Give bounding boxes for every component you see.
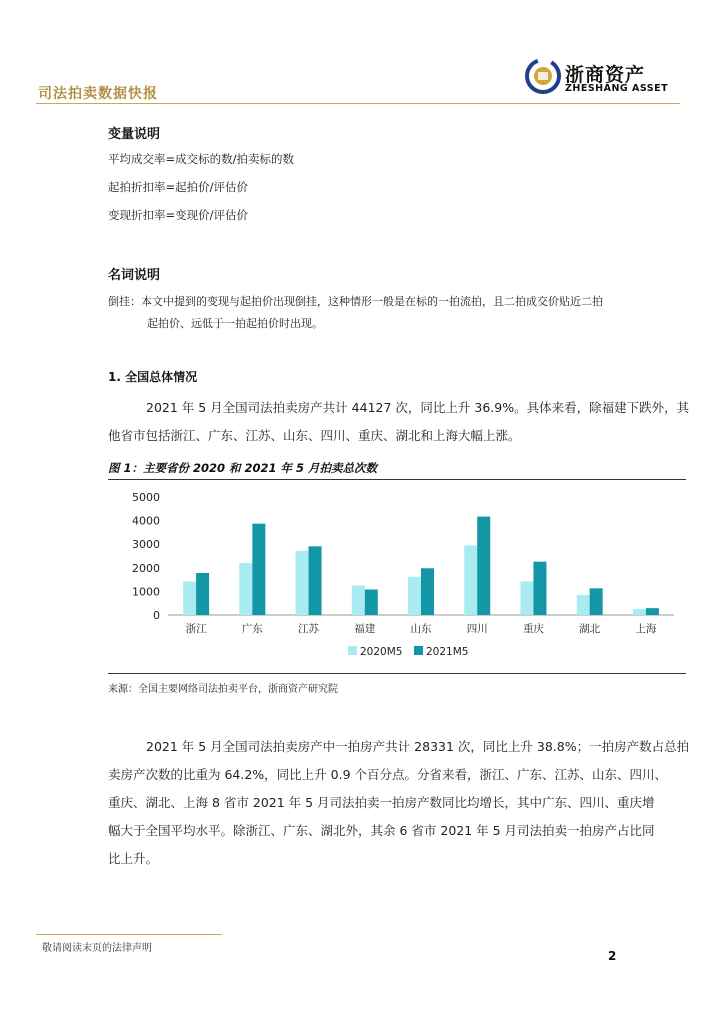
y-tick-label: 2000 [132, 561, 160, 575]
legal-disclaimer-link[interactable]: 敬请阅读末页的法律声明 [42, 943, 152, 954]
bar-2021M5-福建 [365, 590, 378, 615]
bar-2020M5-福建 [352, 586, 365, 616]
terms-heading: 名词说明 [108, 268, 161, 283]
bar-2020M5-江苏 [296, 551, 309, 615]
bar-2020M5-上海 [633, 609, 646, 615]
x-tick-label: 湖北 [579, 623, 601, 635]
variable-definition: 变现折扣率=变现价/评估价 [108, 208, 249, 222]
legend-swatch [414, 646, 423, 655]
bar-chart [108, 484, 686, 669]
legend-label: 2021M5 [426, 646, 469, 658]
bar-2020M5-山东 [408, 577, 421, 615]
paragraph-line: 2021 年 5 月全国司法拍卖房产中一拍房产共计 28331 次，同比上升 38.8%；一拍房产数占总拍 [146, 739, 690, 754]
bar-2021M5-山东 [421, 568, 434, 615]
y-tick-label: 3000 [132, 538, 160, 552]
term-definition-line: 倒挂：本文中提到的变现与起拍价出现倒挂，这种情形一般是在标的一拍流拍，且二拍成交价贴近二拍 [108, 295, 603, 308]
legend-swatch [348, 646, 357, 655]
section-1-heading: 1. 全国总体情况 [108, 370, 198, 384]
bar-2020M5-重庆 [520, 581, 533, 615]
x-tick-label: 上海 [635, 623, 657, 635]
logo-chinese-name: 浙商资产 [565, 64, 646, 86]
logo-english-name: ZHESHANG ASSET [565, 83, 669, 94]
variables-heading: 变量说明 [108, 127, 161, 142]
header-divider [36, 103, 680, 104]
figure-source: 来源：全国主要网络司法拍卖平台，浙商资产研究院 [108, 684, 338, 695]
x-tick-label: 重庆 [522, 623, 544, 635]
y-tick-label: 0 [153, 609, 160, 622]
variable-definition: 平均成交率=成交标的数/拍卖标的数 [108, 152, 295, 166]
y-tick-label: 5000 [132, 491, 160, 504]
footer-divider [36, 934, 222, 935]
y-tick-label: 4000 [132, 514, 160, 528]
bar-2021M5-广东 [252, 524, 265, 615]
paragraph-line: 幅大于全国平均水平。除浙江、广东、湖北外，其余 6 省市 2021 年 5 月司法拍卖一拍房产占比同 [108, 823, 655, 838]
bar-2021M5-上海 [646, 608, 659, 615]
figure-bottom-rule [108, 673, 686, 674]
x-tick-label: 广东 [241, 623, 263, 635]
x-tick-label: 福建 [354, 623, 376, 635]
bar-2021M5-湖北 [590, 588, 603, 615]
paragraph-line: 他省市包括浙江、广东、江苏、山东、四川、重庆、湖北和上海大幅上涨。 [108, 428, 521, 443]
paragraph-line: 比上升。 [108, 851, 159, 866]
zheshang-logo-icon [524, 56, 562, 96]
page-number: 2 [608, 949, 617, 963]
bar-2021M5-江苏 [309, 546, 322, 615]
bar-2021M5-浙江 [196, 573, 209, 615]
x-tick-label: 江苏 [298, 623, 320, 635]
x-tick-label: 浙江 [185, 623, 207, 635]
figure-top-rule [108, 479, 686, 480]
paragraph-line: 2021 年 5 月全国司法拍卖房产共计 44127 次，同比上升 36.9%。具体来看，除福建下跌外，其 [146, 400, 690, 415]
bar-2020M5-湖北 [577, 595, 590, 615]
legend-label: 2020M5 [360, 646, 403, 658]
paragraph-line: 卖房产次数的比重为 64.2%，同比上升 0.9 个百分点。分省来看，浙江、广东、江苏、山东、四川、 [108, 767, 668, 782]
report-series-title: 司法拍卖数据快报 [38, 86, 158, 102]
y-tick-label: 1000 [132, 585, 160, 599]
variable-definition: 起拍折扣率=起拍价/评估价 [108, 180, 249, 194]
bar-2020M5-四川 [464, 545, 477, 615]
paragraph-line: 重庆、湖北、上海 8 省市 2021 年 5 月司法拍卖一拍房产数同比均增长，其中广东、四川、重庆增 [108, 795, 655, 810]
bar-2021M5-四川 [477, 517, 490, 615]
x-tick-label: 山东 [410, 623, 432, 635]
bar-2021M5-重庆 [533, 562, 546, 615]
bar-2020M5-浙江 [183, 581, 196, 615]
x-tick-label: 四川 [466, 623, 488, 635]
figure-title: 图 1：主要省份 2020 和 2021 年 5 月拍卖总次数 [108, 461, 378, 475]
bar-2020M5-广东 [239, 563, 252, 615]
term-definition-line: 起拍价、远低于一拍起拍价时出现。 [147, 317, 323, 330]
